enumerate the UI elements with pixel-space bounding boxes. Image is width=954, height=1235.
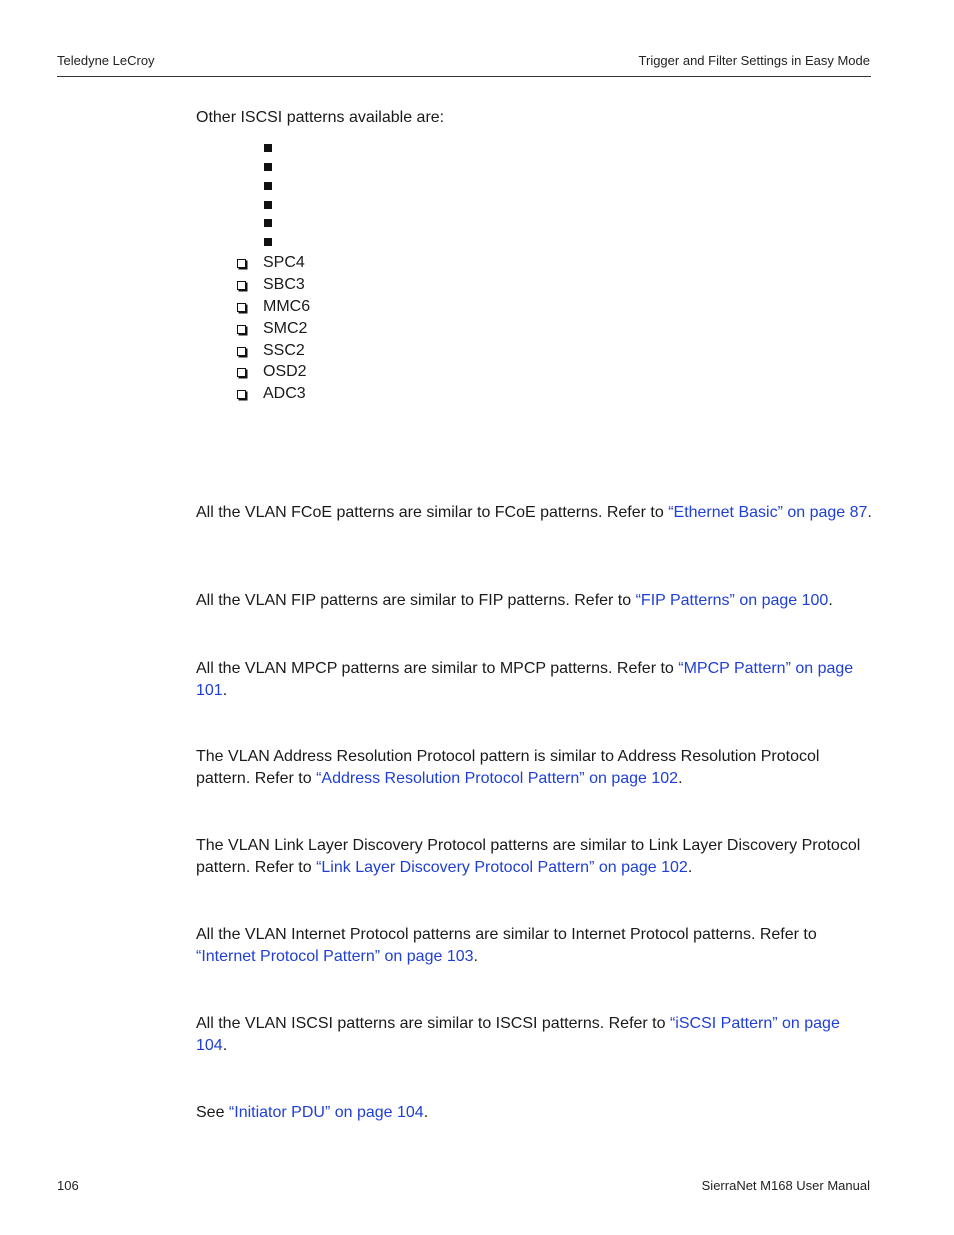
intro-text: Other ISCSI patterns available are: — [196, 109, 445, 126]
square-bullet — [264, 219, 272, 227]
checkbox-bullet-icon — [237, 368, 246, 377]
checkbox-bullet-icon — [237, 259, 246, 268]
header-rule — [57, 76, 871, 77]
initiator-pdu-link[interactable]: “Initiator PDU” on page 104 — [228, 1104, 424, 1121]
paragraph-text: See — [196, 1104, 229, 1121]
paragraph-end: . — [687, 859, 693, 876]
checkbox-bullet-icon — [237, 303, 246, 312]
paragraph-vlan-fip — [196, 590, 872, 612]
paragraph-vlan-lldp — [196, 835, 872, 879]
square-bullet — [264, 238, 272, 246]
list-item-label: MMC6 — [263, 298, 311, 315]
paragraph-end: . — [473, 948, 478, 965]
arp-pattern-link[interactable]: “Address Resolution Protocol Pattern” on page 102 — [316, 770, 679, 787]
checkbox-bullet-icon — [237, 390, 246, 399]
ethernet-basic-link[interactable]: “Ethernet Basic” on page 87 — [668, 504, 868, 521]
paragraph-text: The VLAN Link Layer Discovery Protocol patterns are similar to Link Layer Discovery Protocol pattern. Refer to — [196, 837, 861, 876]
paragraph-text: All the VLAN FCoE patterns are similar to FCoE patterns. Refer to — [196, 504, 669, 521]
paragraph-vlan-ip — [196, 924, 872, 968]
paragraph-vlan-mpcp — [196, 658, 872, 702]
square-bullet — [264, 144, 272, 152]
paragraph-end: . — [867, 504, 872, 521]
footer-manual-title: SierraNet M168 User Manual — [701, 1178, 870, 1193]
paragraph-vlan-fcoe — [196, 502, 872, 524]
paragraph-text: All the VLAN ISCSI patterns are similar to ISCSI patterns. Refer to — [196, 1015, 670, 1032]
paragraph-end: . — [828, 592, 833, 609]
checkbox-bullet-icon — [237, 347, 246, 356]
paragraph-text: All the VLAN FIP patterns are similar to FIP patterns. Refer to — [196, 592, 636, 609]
square-bullet — [264, 201, 272, 209]
paragraph-end: . — [222, 1037, 228, 1054]
square-bullet — [264, 182, 272, 190]
square-bullet — [264, 163, 272, 171]
list-item-label: ADC3 — [263, 385, 306, 402]
paragraph-end: . — [222, 682, 228, 699]
iscsi-pattern-link[interactable]: “iSCSI Pattern” on page 104 — [196, 1015, 840, 1054]
paragraph-text: The VLAN Address Resolution Protocol pattern is similar to Address Resolution Protocol pattern. Refer to — [196, 748, 820, 787]
list-item-label: OSD2 — [263, 363, 307, 380]
paragraph-vlan-arp — [196, 746, 872, 790]
checkbox-bullet-icon — [237, 325, 246, 334]
list-item-label: SPC4 — [263, 254, 305, 271]
paragraph-text: All the VLAN Internet Protocol patterns are similar to Internet Protocol patterns. Refer to — [196, 926, 817, 943]
page-number: 106 — [57, 1178, 79, 1193]
paragraph-vlan-iscsi — [196, 1013, 872, 1057]
internet-protocol-pattern-link[interactable]: “Internet Protocol Pattern” on page 103 — [196, 948, 474, 965]
list-item-label: SMC2 — [263, 320, 308, 337]
paragraph-end: . — [678, 770, 683, 787]
mpcp-pattern-link[interactable]: “MPCP Pattern” on page 101 — [196, 660, 854, 699]
header-company: Teledyne LeCroy — [57, 53, 155, 68]
list-item-label: SBC3 — [263, 276, 305, 293]
fip-patterns-link[interactable]: “FIP Patterns” on page 100 — [635, 592, 829, 609]
checkbox-bullet-icon — [237, 281, 246, 290]
paragraph-end: . — [423, 1104, 429, 1121]
paragraph-initiator-pdu — [196, 1102, 872, 1124]
list-item-label: SSC2 — [263, 342, 305, 359]
header-section-title: Trigger and Filter Settings in Easy Mode — [638, 53, 870, 68]
lldp-pattern-link[interactable]: “Link Layer Discovery Protocol Pattern” on page 102 — [316, 859, 688, 876]
paragraph-text: All the VLAN MPCP patterns are similar to MPCP patterns. Refer to — [196, 660, 679, 677]
